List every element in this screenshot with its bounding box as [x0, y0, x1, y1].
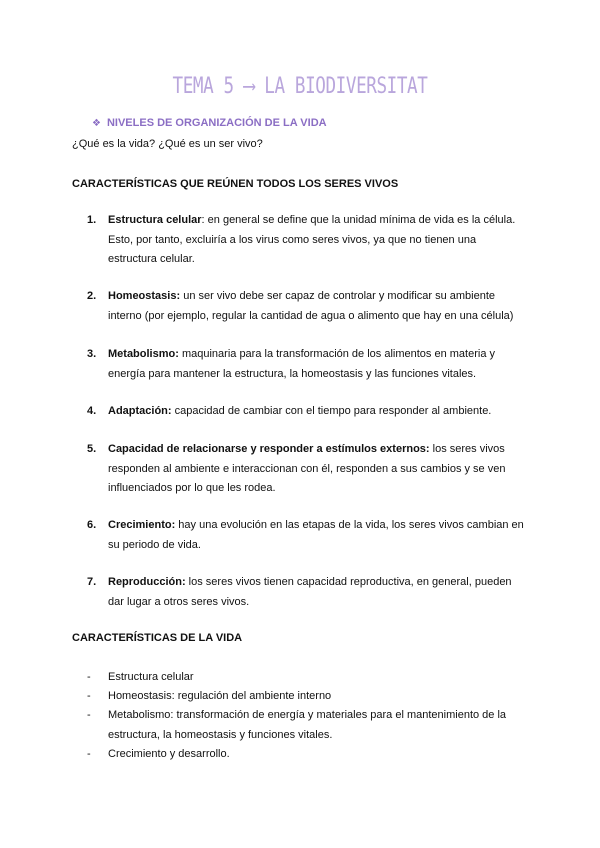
item-text: hay una evolución en las etapas de la vida, los seres vivos cambian en su periodo de vida.	[108, 519, 524, 551]
diamond-bullet-icon: ❖	[92, 117, 101, 129]
item-text: un ser vivo debe ser capaz de controlar y modificar su ambiente interno (por ejemplo, regular la cantidad de agua o alimento que hay en una célula)	[108, 290, 514, 322]
item-number: 7.	[87, 576, 97, 588]
list-item	[87, 440, 527, 499]
dash-bullet: -	[87, 709, 91, 722]
item-number: 5.	[87, 443, 97, 455]
life-characteristics-heading: CARACTERÍSTICAS DE LA VIDA	[72, 632, 243, 644]
list-item	[87, 516, 527, 555]
item-number: 6.	[87, 519, 97, 531]
section-heading	[92, 117, 327, 129]
list-item	[87, 687, 527, 706]
bullet-text: Crecimiento y desarrollo.	[108, 747, 230, 760]
bullet-text: Estructura celular	[108, 671, 194, 683]
item-text: capacidad de cambiar con el tiempo para responder al ambiente.	[171, 405, 492, 417]
item-number: 4.	[87, 405, 97, 417]
item-term: Estructura celular	[108, 214, 202, 226]
list-item	[87, 402, 527, 422]
intro-question: ¿Qué es la vida? ¿Qué es un ser vivo?	[72, 138, 263, 150]
characteristics-heading: CARACTERÍSTICAS QUE REÚNEN TODOS LOS SERES VIVOS	[72, 178, 399, 190]
item-term: Metabolismo:	[108, 348, 179, 360]
list-item	[87, 745, 527, 764]
item-term: Adaptación:	[108, 405, 172, 417]
item-number: 2.	[87, 290, 97, 302]
bullet-text: Homeostasis: regulación del ambiente interno	[108, 690, 332, 703]
dash-bullet: -	[87, 747, 91, 760]
item-text: maquinaria para la transformación de los alimentos en materia y energía para mantener la estructura, la homeostasis y las funciones vitales.	[108, 348, 496, 380]
dash-bullet: -	[87, 671, 91, 683]
list-item	[87, 706, 527, 744]
item-number: 1.	[87, 214, 97, 226]
item-number: 3.	[87, 348, 97, 360]
list-item	[87, 573, 527, 612]
item-text: : en general se define que la unidad mínima de vida es la célula. Esto, por tanto, excluiría a los virus como seres vivos, ya que no tienen una estructura celular.	[108, 214, 516, 265]
item-text: los seres vivos responden al ambiente e interaccionan con él, responden a sus cambios y se ven influenciados por lo que les rodea.	[108, 443, 506, 494]
item-term: Capacidad de relacionarse y responder a estímulos externos:	[108, 443, 430, 455]
item-term: Crecimiento:	[108, 519, 176, 531]
dash-bullet: -	[87, 690, 91, 703]
item-term: Homeostasis:	[108, 290, 181, 302]
item-term: Reproducción:	[108, 576, 186, 588]
bullet-text: Metabolismo: transformación de energía y materiales para el mantenimiento de la estructura, la homeostasis y funciones vitales.	[108, 709, 507, 741]
list-item	[87, 668, 527, 687]
page-title: TEMA 5 ⟶ LA BIODIVERSITAT	[172, 74, 428, 99]
item-text: los seres vivos tienen capacidad reproductiva, en general, pueden dar lugar a otros seres vivos.	[108, 576, 512, 608]
section-heading-label: NIVELES DE ORGANIZACIÓN DE LA VIDA	[106, 117, 327, 129]
life-characteristics-list	[87, 668, 527, 764]
list-item	[87, 211, 527, 270]
list-item	[87, 287, 527, 326]
list-item	[87, 345, 527, 384]
